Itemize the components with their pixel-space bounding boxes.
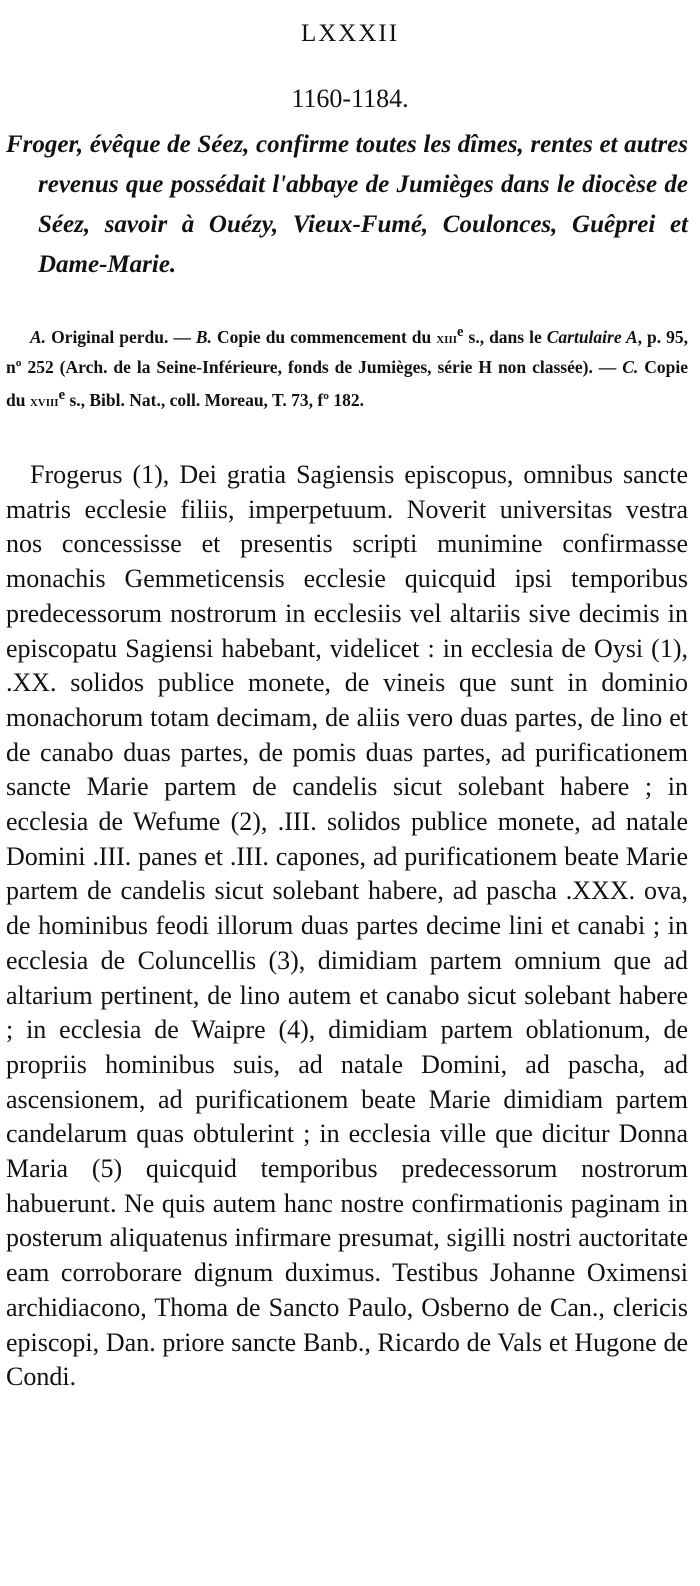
- source-c-label: C.: [622, 356, 639, 377]
- charter-dates: 1160-1184.: [291, 84, 409, 113]
- source-b-text-3: , p. 95, nº 252 (Arch. de la Seine-Inférieure, fonds de Jumièges, série H non classée). —: [6, 326, 688, 377]
- source-notes: [6, 318, 688, 416]
- charter-body-text: Frogerus (1), Dei gratia Sagiensis episcopus, omnibus sancte matris ecclesie filiis, imperpetuum. Noverit universitas vestra nos concessisse et presentis scripti munimine confirmasse monachis Gemmeticensis ecclesie quicquid ipsi temporibus predecessorum nostrorum in ecclesiis vel altariis sive decimis in episcopatu Sagiensi habebant, videlicet : in ecclesia de Oysi (1), .XX. solidos publice monete, de vineis que sunt in dominio monachorum totam decimam, de aliis vero duas partes, de lino et de canabo duas partes, de pomis duas partes, ad purificationem sancte Marie partem de candelis sicut solebant habere ; in ecclesia de Wefume (2), .III. solidos publice monete, ad natale Domini .III. panes et .III. capones, ad purificationem beate Marie partem de candelis sicut solebant habere, ad pascha .XXX. ova, de hominibus feodi illorum duas partes decime lini et canabi ; in ecclesia de Coluncellis (3), dimidiam partem omnium que ad altarium pertinent, de lino autem et canabo sicut solebant habere ; in ecclesia de Waipre (4), dimidiam partem oblationum, de propriis hominibus suis, ad natale Domini, ad pascha, ad ascensionem, ad purificationem beate Marie dimidiam partem candelarum quas obtulerint ; in ecclesia ville que dicitur Donna Maria (5) quicquid temporibus predecessorum nostrorum habuerunt. Ne quis autem hanc nostre confirmationis paginam in posterum aliquatenus infirmare presumat, sigilli nostri auctoritate eam corroborare dignum duximus. Testibus Johanne Oximensi archidiacono, Thoma de Sancto Paulo, Osberno de Can., clericis episcopi, Dan. priore sancte Banb., Ricardo de Vals et Hugone de Condi.: [6, 460, 688, 1392]
- source-b-text: Copie du commencement du: [211, 326, 437, 347]
- source-c-text: Copie du: [6, 356, 689, 410]
- source-b-century-sup: e: [457, 324, 464, 340]
- source-c-century: xviii: [29, 393, 59, 410]
- source-cartulaire: Cartulaire A: [546, 326, 638, 347]
- source-b-label: B.: [195, 326, 212, 347]
- source-a-text: Original perdu. —: [46, 326, 196, 347]
- source-b-century: xiii: [436, 330, 458, 347]
- source-c-century-sup: e: [58, 386, 66, 403]
- source-b-text-2: s., dans le: [463, 326, 547, 347]
- source-a-label: A.: [30, 326, 47, 347]
- source-c-text-2: s., Bibl. Nat., coll. Moreau, T. 73, fº 182.: [65, 389, 364, 410]
- charter-summary: Froger, évêque de Séez, confirme toutes les dîmes, rentes et autres revenus que possédait l'abbaye de Jumièges dans le diocèse de Séez, savoir à Ouézy, Vieux-Fumé, Coulonces, Guêprei et Dame-Marie.: [6, 131, 688, 278]
- charter-number: LXXXII: [300, 20, 400, 47]
